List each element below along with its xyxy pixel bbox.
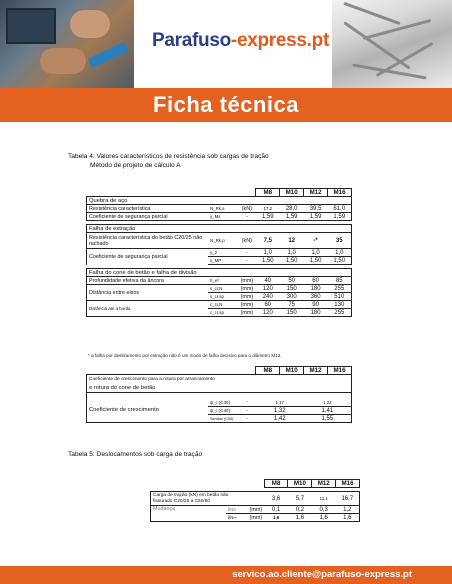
table-row: Distância entre eixos s_cr,N (mm) 120 150 180 255 <box>87 285 352 293</box>
page-header <box>0 0 452 88</box>
section-title: Falha do cone de betão e falha de divisão <box>87 269 352 277</box>
footer-email: servico.ao.cliente@parafuso-express.pt <box>232 569 412 580</box>
title-banner <box>0 88 452 122</box>
col-header: M8 <box>264 480 288 488</box>
header-photo-screws <box>332 0 452 88</box>
col-header: M16 <box>328 189 352 197</box>
table-row: Mudança δN0 (mm) 0,1 0,2 0,3 1,2 <box>151 506 360 514</box>
table-row: δN∞ (mm) 1,6 1,6 1,6 1,6 <box>151 514 360 522</box>
page-footer <box>0 566 452 584</box>
section-title: Quebra de aço <box>87 197 352 205</box>
table-row: ψ_c (C40) - 1,32 1,41 <box>87 407 352 415</box>
section-title: Falha de extração <box>87 225 352 233</box>
table-row: c_cr,sp (mm) 120 150 180 255 <box>87 309 352 317</box>
table-row: Sentido (C50) - 1,42 1,55 <box>87 415 352 423</box>
table-row: Distância até à borda c_cr,N (mm) 60 75 90 130 <box>87 301 352 309</box>
table-row: Coeficiente de segurança parcial γ_Ms - 1,59 1,59 1,59 1,59 <box>87 213 352 221</box>
col-header: M10 <box>280 189 304 197</box>
table-row: s_cr,sp (mm) 240 300 360 510 <box>87 293 352 301</box>
table4-footnote: * a falha por deslizamento por extração não é um modo de falha decisivo para o diâmetro M12. <box>88 353 282 358</box>
col-header: M10 <box>288 480 312 488</box>
brand-logo: Parafuso-express.pt <box>152 30 329 51</box>
page-title: Ficha técnica <box>153 92 299 117</box>
section-title: Coeficiente de crescimento para a rotura por arrancamento <box>89 376 215 382</box>
table-row: Resistência característica N_Rk,s (kN) 17,2 28,0 39,5 61,0 <box>87 205 352 213</box>
header-photo-hands <box>0 0 134 88</box>
col-header: M12 <box>304 189 328 197</box>
col-header: M10 <box>280 367 304 375</box>
col-header: M12 <box>312 480 336 488</box>
col-header: M12 <box>304 367 328 375</box>
table4b: M8 M10 M12 M16 Coeficiente de crescimento para a rotura por arrancamento e rotura do cone de betão Coeficiente de crescimento ψ_c (C30) - 1,17 1,22 ψ_c (C40) - 1,32 1,41 Sentido (C50) - 1,42 1,55 <box>86 366 352 423</box>
table-row: γ_MP - 1,50 1,50 1,50 1,50 <box>87 257 352 265</box>
col-header: M16 <box>336 480 360 488</box>
col-header: M8 <box>256 189 280 197</box>
table-row: Resistência característica do betão C20/25 não rachado N_Rk,p (kN) 7,5 12 -* 35 <box>87 233 352 249</box>
table-row: Profundidade efetiva da âncora h_ef (mm) 40 50 60 85 <box>87 277 352 285</box>
table-row: Coeficiente de segurança parcial γ_2 - 1,0 1,0 1,0 1,0 <box>87 249 352 257</box>
table-row: Coeficiente de crescimento ψ_c (C30) - 1,17 1,22 <box>87 399 352 407</box>
col-header: M16 <box>328 367 352 375</box>
table5-caption: Tabela 5: Deslocamentos sob carga de tração <box>68 451 203 458</box>
table4 <box>86 188 352 317</box>
table4-caption: Tabela 4: Valores característicos de resistência sob cargas de tração Método de projeto de cálculo A <box>68 153 269 169</box>
table-row: Carga de tração (kN) em betão não fissurado C20/25 a C50/60 3,6 5,7 11,1 16,7 <box>151 492 360 506</box>
table5 <box>150 479 360 522</box>
col-header: M8 <box>256 367 280 375</box>
